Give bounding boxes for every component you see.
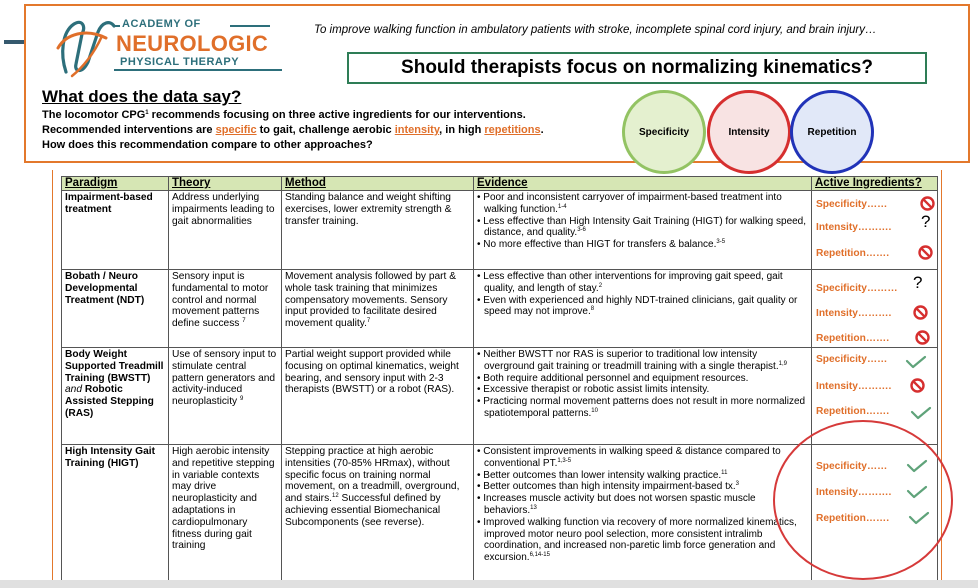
keyword-repetitions: repetitions [484, 124, 541, 136]
evidence-cell [474, 445, 812, 588]
logo-rule [114, 25, 120, 27]
ingredient-label: Specificity [816, 461, 867, 472]
ingredient-dots: …… [866, 461, 888, 472]
evidence-text: Consistent improvements in walking speed & distance compared to conventional PT. [483, 446, 781, 469]
citation: 1,9 [778, 360, 787, 367]
ingredient-intensity [816, 222, 891, 234]
ingredient-dots: ………. [857, 487, 892, 498]
paradigm-text: Robotic Assisted Stepping (RAS) [65, 384, 154, 419]
evidence-item [477, 470, 808, 482]
question-mark-icon: ? [921, 212, 931, 231]
evidence-item [477, 493, 808, 517]
evidence-text: Neither BWSTT nor RAS is superior to traditional low intensity overground gait training or treadmill training with a single therapist. [483, 349, 779, 372]
evidence-cell [474, 270, 812, 348]
highlight-oval [773, 420, 953, 580]
intro-text: to gait, challenge aerobic [256, 124, 395, 136]
intro-line-3: How does this recommendation compare to other approaches? [42, 139, 373, 151]
ingredient-repetition [816, 333, 889, 345]
ingredient-label: Specificity [816, 199, 867, 210]
theory-cell [169, 348, 282, 445]
ingredient-label: Intensity [816, 222, 858, 233]
logo-rule [114, 69, 282, 71]
evidence-cell [474, 191, 812, 270]
circle-intensity: Intensity [707, 90, 791, 174]
intro-line-2 [42, 124, 544, 136]
ingredient-dots: …… [866, 199, 888, 210]
citation: 6,14-15 [529, 552, 550, 559]
logo-text-neurologic: NEUROLOGIC [116, 31, 269, 56]
ingredient-label: Intensity [816, 308, 858, 319]
ingredient-label: Repetition [816, 513, 866, 524]
ingredient-label: Intensity [816, 381, 858, 392]
ingredient-intensity [816, 381, 891, 393]
method-text: Successful defined by achieving essential Biomechanical Subcomponents (see reverse). [285, 493, 441, 528]
no-icon [910, 378, 925, 393]
logo-rule [230, 25, 270, 27]
evidence-item [477, 295, 808, 319]
no-icon [920, 196, 935, 211]
evidence-cell [474, 348, 812, 445]
evidence-text: Better outcomes than high intensity impairment-based tx. [483, 481, 736, 493]
circle-repetition: Repetition [790, 90, 874, 174]
evidence-text: Improved walking function via recovery of more normalized kinematics, improved motor neuro pool selection, more consistent intralimb coordination, and increased non-paretic limb force generation and excursion. [483, 516, 797, 564]
paradigm-text: Body Weight Supported Treadmill Training (BWSTT) [65, 349, 164, 384]
citation: 12 [332, 493, 339, 500]
ingredient-label: Specificity [816, 354, 867, 365]
keyword-intensity: intensity [394, 124, 440, 136]
intro-line-1 [42, 109, 526, 121]
ingredient-dots: ……. [865, 248, 890, 259]
logo [52, 14, 282, 82]
intro-text: recommends focusing on three active ingredients for our interventions. [148, 109, 526, 121]
ingredient-dots: …… [866, 354, 888, 365]
ingredient-repetition [816, 406, 889, 418]
evidence-text: Poor and inconsistent carryover of impairment-based treatment into walking function. [483, 192, 782, 215]
ingredient-dots: ………. [857, 381, 892, 392]
keyword-specific: specific [215, 124, 257, 136]
evidence-text: Increases muscle activity but does not worsen spastic muscle behaviors. [483, 493, 756, 516]
paradigm-and: and [65, 384, 82, 396]
method-cell: Standing balance and weight shifting exercises, lower extremity strength & transfer training. [282, 191, 474, 270]
check-icon [910, 406, 932, 420]
evidence-text: Even with experienced and highly NDT-trained clinicians, gait quality or speed may not improve. [483, 294, 798, 318]
ingredient-specificity [816, 199, 887, 211]
header-theory: Theory [169, 177, 282, 191]
circle-specificity: Specificity [622, 90, 706, 174]
evidence-item [477, 373, 808, 385]
question-title: Should therapists focus on normalizing kinematics? [347, 52, 927, 84]
evidence-item [477, 481, 808, 493]
citation: 13 [530, 504, 537, 511]
table-row [62, 348, 938, 445]
citation: 2 [598, 282, 603, 289]
citation: 8 [590, 306, 595, 313]
header-paradigm: Paradigm [62, 177, 169, 191]
paradigm-cell [62, 348, 169, 445]
table-row [62, 270, 938, 348]
ingredient-label: Specificity [816, 283, 867, 294]
evidence-item [477, 446, 808, 470]
citation: 11 [721, 469, 728, 476]
evidence-item [477, 192, 808, 216]
evidence-text: Less effective than High Intensity Gait Training (HIGT) for walking speed, distance, and quality. [483, 215, 807, 239]
paradigm-cell: High Intensity Gait Training (HIGT) [62, 445, 169, 588]
table-header-row [62, 177, 938, 191]
no-icon [913, 305, 928, 320]
check-icon [905, 355, 927, 369]
citation: 1 [145, 110, 149, 116]
method-cell [282, 445, 474, 588]
evidence-item [477, 239, 808, 251]
ingredient-label: Repetition [816, 333, 866, 344]
no-icon [918, 245, 933, 260]
ingredient-dots: ……. [865, 513, 890, 524]
ingredient-dots: ……. [865, 406, 890, 417]
evidence-item [477, 396, 808, 420]
logo-text-academy: ACADEMY OF [122, 18, 201, 30]
ingredient-dots: ……… [866, 283, 898, 294]
intro-text: Recommended interventions are [42, 124, 216, 136]
evidence-item [477, 384, 808, 396]
ingredient-label: Repetition [816, 248, 866, 259]
ingredients-cell [812, 270, 938, 348]
theory-text: Sensory input is fundamental to motor control and normal movement patterns define success [172, 271, 269, 330]
theory-cell: High aerobic intensity and repetitive stepping in variable contexts may drive neuroplasticity and adaptations in cardiopulmonary fitness during gait training [169, 445, 282, 588]
ingredient-label: Repetition [816, 406, 866, 417]
citation: 1-4 [557, 203, 567, 210]
citation: 3-6 [577, 227, 586, 234]
ingredient-intensity [816, 308, 891, 320]
evidence-text: Practicing normal movement patterns does not result in more normalized spatiotemporal patterns. [483, 396, 806, 419]
evidence-text: No more effective than HIGT for transfers & balance. [483, 239, 717, 251]
citation: 9 [239, 396, 244, 403]
header-active-ingredients: Active Ingredients? [812, 177, 938, 191]
ingredient-label: Intensity [816, 487, 858, 498]
ingredients-cell [812, 191, 938, 270]
evidence-item [477, 216, 808, 240]
ingredient-dots: ……. [865, 333, 890, 344]
ingredient-repetition [816, 248, 889, 260]
table-row [62, 191, 938, 270]
citation: 7 [242, 318, 246, 325]
method-text: Stepping practice at high aerobic intensities (70-85% HRmax), without specific focus on training normal movement, on a treadmill, overground, and stairs. [285, 446, 460, 505]
method-cell: Partial weight support provided while focusing on optimal kinematics, weight bearing, and sensory input with 2-3 therapists (BWSTT) or a robot (RAS). [282, 348, 474, 445]
evidence-item [477, 349, 808, 373]
theory-text: Use of sensory input to stimulate central pattern generators and activity-induced neuroplasticity [172, 349, 277, 408]
evidence-text: Better outcomes than lower intensity walking practice. [483, 469, 722, 481]
intro-text: . [540, 124, 544, 136]
citation: 10 [591, 407, 598, 414]
theory-cell [169, 270, 282, 348]
section-heading: What does the data say? [42, 87, 242, 106]
method-text: Movement analysis followed by part & whole task training that minimizes compensatory movements. Sensory input provided to facilitate desired movement quality. [285, 271, 457, 330]
evidence-text: Excessive therapist or robotic assist limits intensity. [483, 384, 710, 396]
ingredient-specificity [816, 354, 887, 366]
paradigm-cell: Impairment-based treatment [62, 191, 169, 270]
evidence-text: Less effective than other interventions for improving gait speed, gait quality, and length of stay. [483, 271, 783, 294]
header-method: Method [282, 177, 474, 191]
bottom-strip [0, 580, 978, 588]
evidence-item [477, 517, 808, 564]
citation: 1,3-5 [557, 457, 572, 464]
ingredient-dots: ………. [857, 308, 892, 319]
theory-cell: Address underlying impairments leading to gait abnormalities [169, 191, 282, 270]
intro-text: , in high [439, 124, 485, 136]
ingredient-dots: ………. [857, 222, 892, 233]
ingredient-specificity [816, 283, 898, 295]
tagline: To improve walking function in ambulatory patients with stroke, incomplete spinal cord injury, and brain injury… [314, 24, 877, 36]
logo-text-physical-therapy: PHYSICAL THERAPY [120, 56, 240, 68]
citation: 3-5 [716, 239, 726, 246]
method-cell [282, 270, 474, 348]
intro-text: The locomotor CPG [42, 109, 146, 121]
evidence-text: Both require additional personnel and equipment resources. [483, 372, 749, 384]
question-mark-icon: ? [913, 273, 923, 292]
header-evidence: Evidence [474, 177, 812, 191]
citation: 7 [366, 318, 371, 325]
citation: 3 [735, 481, 739, 488]
logo-n-icon [52, 14, 122, 82]
evidence-item [477, 271, 808, 295]
paradigm-cell: Bobath / Neuro Developmental Treatment (NDT) [62, 270, 169, 348]
no-icon [915, 330, 930, 345]
